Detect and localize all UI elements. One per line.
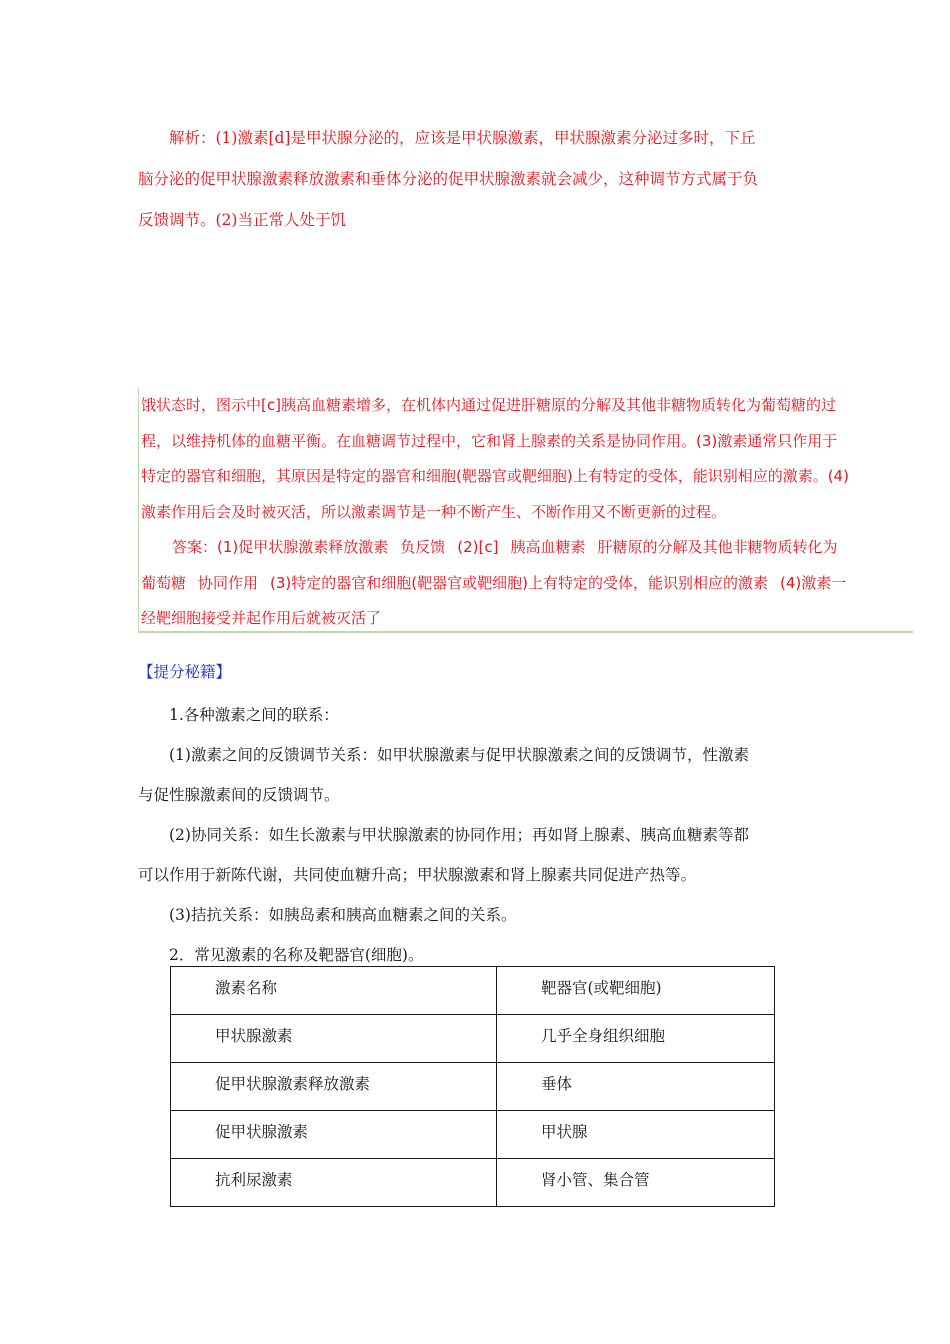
answer-part: 胰高血糖素 (510, 538, 586, 556)
answer-part: (4)激素一 (780, 573, 847, 592)
tips-heading: 【提分秘籍】 (138, 663, 232, 681)
table-cell: 促甲状腺激素释放激素 (171, 1063, 497, 1111)
table-row (171, 1063, 775, 1111)
continuation-line-1: 饿状态时，图示中[c]胰高血糖素增多，在机体内通过促进肝糖原的分解及其他非糖物质转化为葡萄糖的过 (141, 396, 836, 414)
analysis-paragraph (138, 118, 818, 241)
answer-part: (2)[c] (457, 538, 499, 556)
answer-part: 协同作用 (198, 573, 259, 592)
table-row (171, 1159, 775, 1207)
table-cell: 垂体 (497, 1063, 775, 1111)
tips-paragraph-2-line-2: 与促性腺激素间的反馈调节。 (138, 786, 340, 804)
hormone-table (170, 966, 775, 1207)
answer-line-3: 经靶细胞接受并起作用后就被灭活了 (141, 609, 382, 627)
answer-part: 肝糖原的分解及其他非糖物质转化为 (597, 538, 838, 556)
tips-paragraph-2-line-1: (1)激素之间的反馈调节关系：如甲状腺激素与促甲状腺激素之间的反馈调节，性激素 (169, 746, 749, 764)
answer-line-2 (141, 566, 913, 602)
table-header-cell: 靶器官(或靶细胞) (497, 967, 775, 1015)
tips-paragraph-5: 2．常见激素的名称及靶器官(细胞)。 (169, 946, 424, 964)
answer-part: 葡萄糖 (141, 573, 187, 592)
tips-paragraph-3-line-1: (2)协同关系：如生长激素与甲状腺激素的协同作用；再如肾上腺素、胰高血糖素等都 (169, 826, 749, 844)
tips-paragraph-4: (3)拮抗关系：如胰岛素和胰高血糖素之间的关系。 (169, 906, 517, 924)
tips-paragraph-1: 1.各种激素之间的联系： (169, 706, 339, 724)
table-row (171, 1111, 775, 1159)
continuation-line-3: 特定的器官和细胞，其原因是特定的器官和细胞(靶器官或靶细胞)上有特定的受体，能识别相应的激素。(4) (141, 467, 849, 485)
answer-part: 负反馈 (400, 538, 446, 556)
answer-part: (1)促甲状腺激素释放激素 (217, 538, 389, 556)
continuation-line-4: 激素作用后会及时被灭活，所以激素调节是一种不断产生、不断作用又不断更新的过程。 (141, 502, 727, 521)
analysis-line-3: 反馈调节。(2)当正常人处于饥 (138, 211, 346, 229)
analysis-line-1: 解析：(1)激素[d]是甲状腺分泌的，应该是甲状腺激素，甲状腺激素分泌过多时，下丘 (169, 129, 756, 147)
table-cell: 抗利尿激素 (171, 1159, 497, 1207)
tips-paragraph-3-line-2: 可以作用于新陈代谢，共同使血糖升高；甲状腺激素和肾上腺素共同促进产热等。 (138, 866, 697, 884)
table-cell: 肾小管、集合管 (497, 1159, 775, 1207)
answer-label: 答案： (172, 538, 218, 556)
table-row (171, 1015, 775, 1063)
table-header-cell: 激素名称 (171, 967, 497, 1015)
table-cell: 甲状腺 (497, 1111, 775, 1159)
table-cell: 甲状腺激素 (171, 1015, 497, 1063)
table-header-row (171, 967, 775, 1015)
analysis-line-2: 脑分泌的促甲状腺激素释放激素和垂体分泌的促甲状腺激素就会减少，这种调节方式属于负 (138, 170, 759, 188)
tips-body (138, 695, 818, 975)
table-cell: 促甲状腺激素 (171, 1111, 497, 1159)
answer-part: (3)特定的器官和细胞(靶器官或靶细胞)上有特定的受体，能识别相应的激素 (270, 573, 768, 592)
table-cell: 几乎全身组织细胞 (497, 1015, 775, 1063)
continuation-line-2: 程，以维持机体的血糖平衡。在血糖调节过程中，它和肾上腺素的关系是协同作用。(3)激素通常只作用于 (141, 431, 838, 450)
analysis-continuation-block (138, 388, 913, 633)
answer-line-1 (141, 530, 913, 566)
